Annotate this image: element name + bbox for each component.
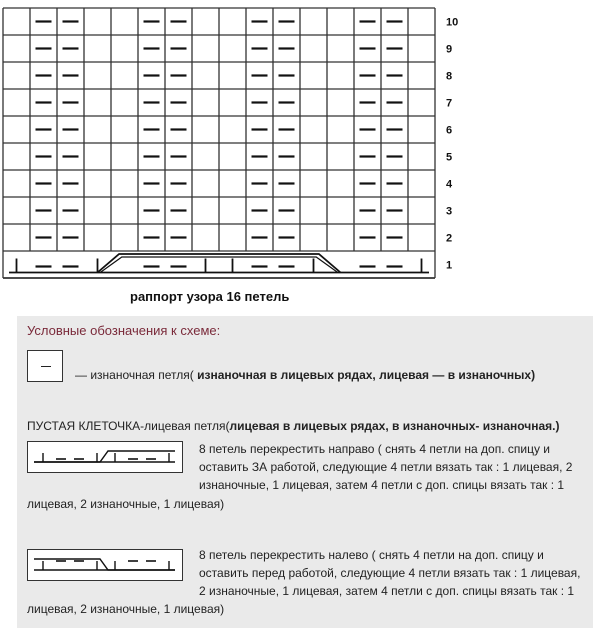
row-number: 9	[446, 43, 453, 56]
cable-left-line-2: 2 изнаночные, 1 лицевая, затем 4 петли с доп. спицы вязать так : 1	[199, 584, 575, 598]
chart-caption: раппорт узора 16 петель	[130, 289, 290, 304]
purl-symbol-dash	[41, 366, 51, 367]
purl-description	[75, 367, 535, 384]
cable-left-line-3: лицевая, 2 изнаночные, 1 лицевая)	[27, 602, 225, 616]
cable-left-line-1: оставить перед работой, следующие 4 петли вязать так : 1 лицевая,	[199, 566, 581, 580]
knitting-chart	[0, 0, 593, 290]
row-number: 7	[446, 97, 453, 110]
cable-left-symbol	[27, 549, 183, 581]
knit-text: ПУСТАЯ КЛЕТОЧКА-лицевая петля(	[27, 419, 230, 433]
cable-right-line-1: оставить ЗА работой, следующие 4 петли вязать так : 1 лицевая, 2	[199, 460, 573, 474]
purl-symbol-box	[27, 350, 63, 382]
cable-right-line-2: изнаночные, 1 лицевая, затем 4 петли с доп. спицы вязать так : 1	[199, 478, 565, 492]
row-number: 3	[446, 205, 453, 218]
cable-left-icon	[28, 550, 181, 579]
row-number: 1	[446, 259, 453, 272]
knit-description	[27, 418, 560, 435]
row-number: 6	[446, 124, 453, 137]
cable-right-icon	[28, 442, 181, 471]
legend-title: Условные обозначения к схеме:	[27, 323, 221, 338]
cable-right-symbol	[27, 441, 183, 473]
row-number: 5	[446, 151, 453, 164]
row-number: 4	[446, 178, 453, 191]
cable-left-line-0: 8 петель перекрестить налево ( снять 4 петли на доп. спицу и	[199, 548, 544, 562]
purl-text: — изнаночная петля(	[75, 368, 194, 382]
row-number: 2	[446, 232, 453, 245]
cable-cross-line	[100, 257, 338, 273]
cable-icon-cross	[34, 451, 175, 462]
row-number: 10	[446, 16, 459, 29]
cable-right-line-3: лицевая, 2 изнаночные, 1 лицевая)	[27, 497, 225, 511]
legend-panel	[17, 316, 593, 628]
cable-right-line-0: 8 петель перекрестить направо ( снять 4 петли на доп. спицу и	[199, 442, 550, 456]
purl-text-bold: изнаночная в лицевых рядах, лицевая — в изнаночных)	[197, 368, 536, 382]
knit-text-bold: лицевая в лицевых рядах, в изнаночных- изнаночная.)	[229, 419, 560, 433]
row-number: 8	[446, 70, 453, 83]
